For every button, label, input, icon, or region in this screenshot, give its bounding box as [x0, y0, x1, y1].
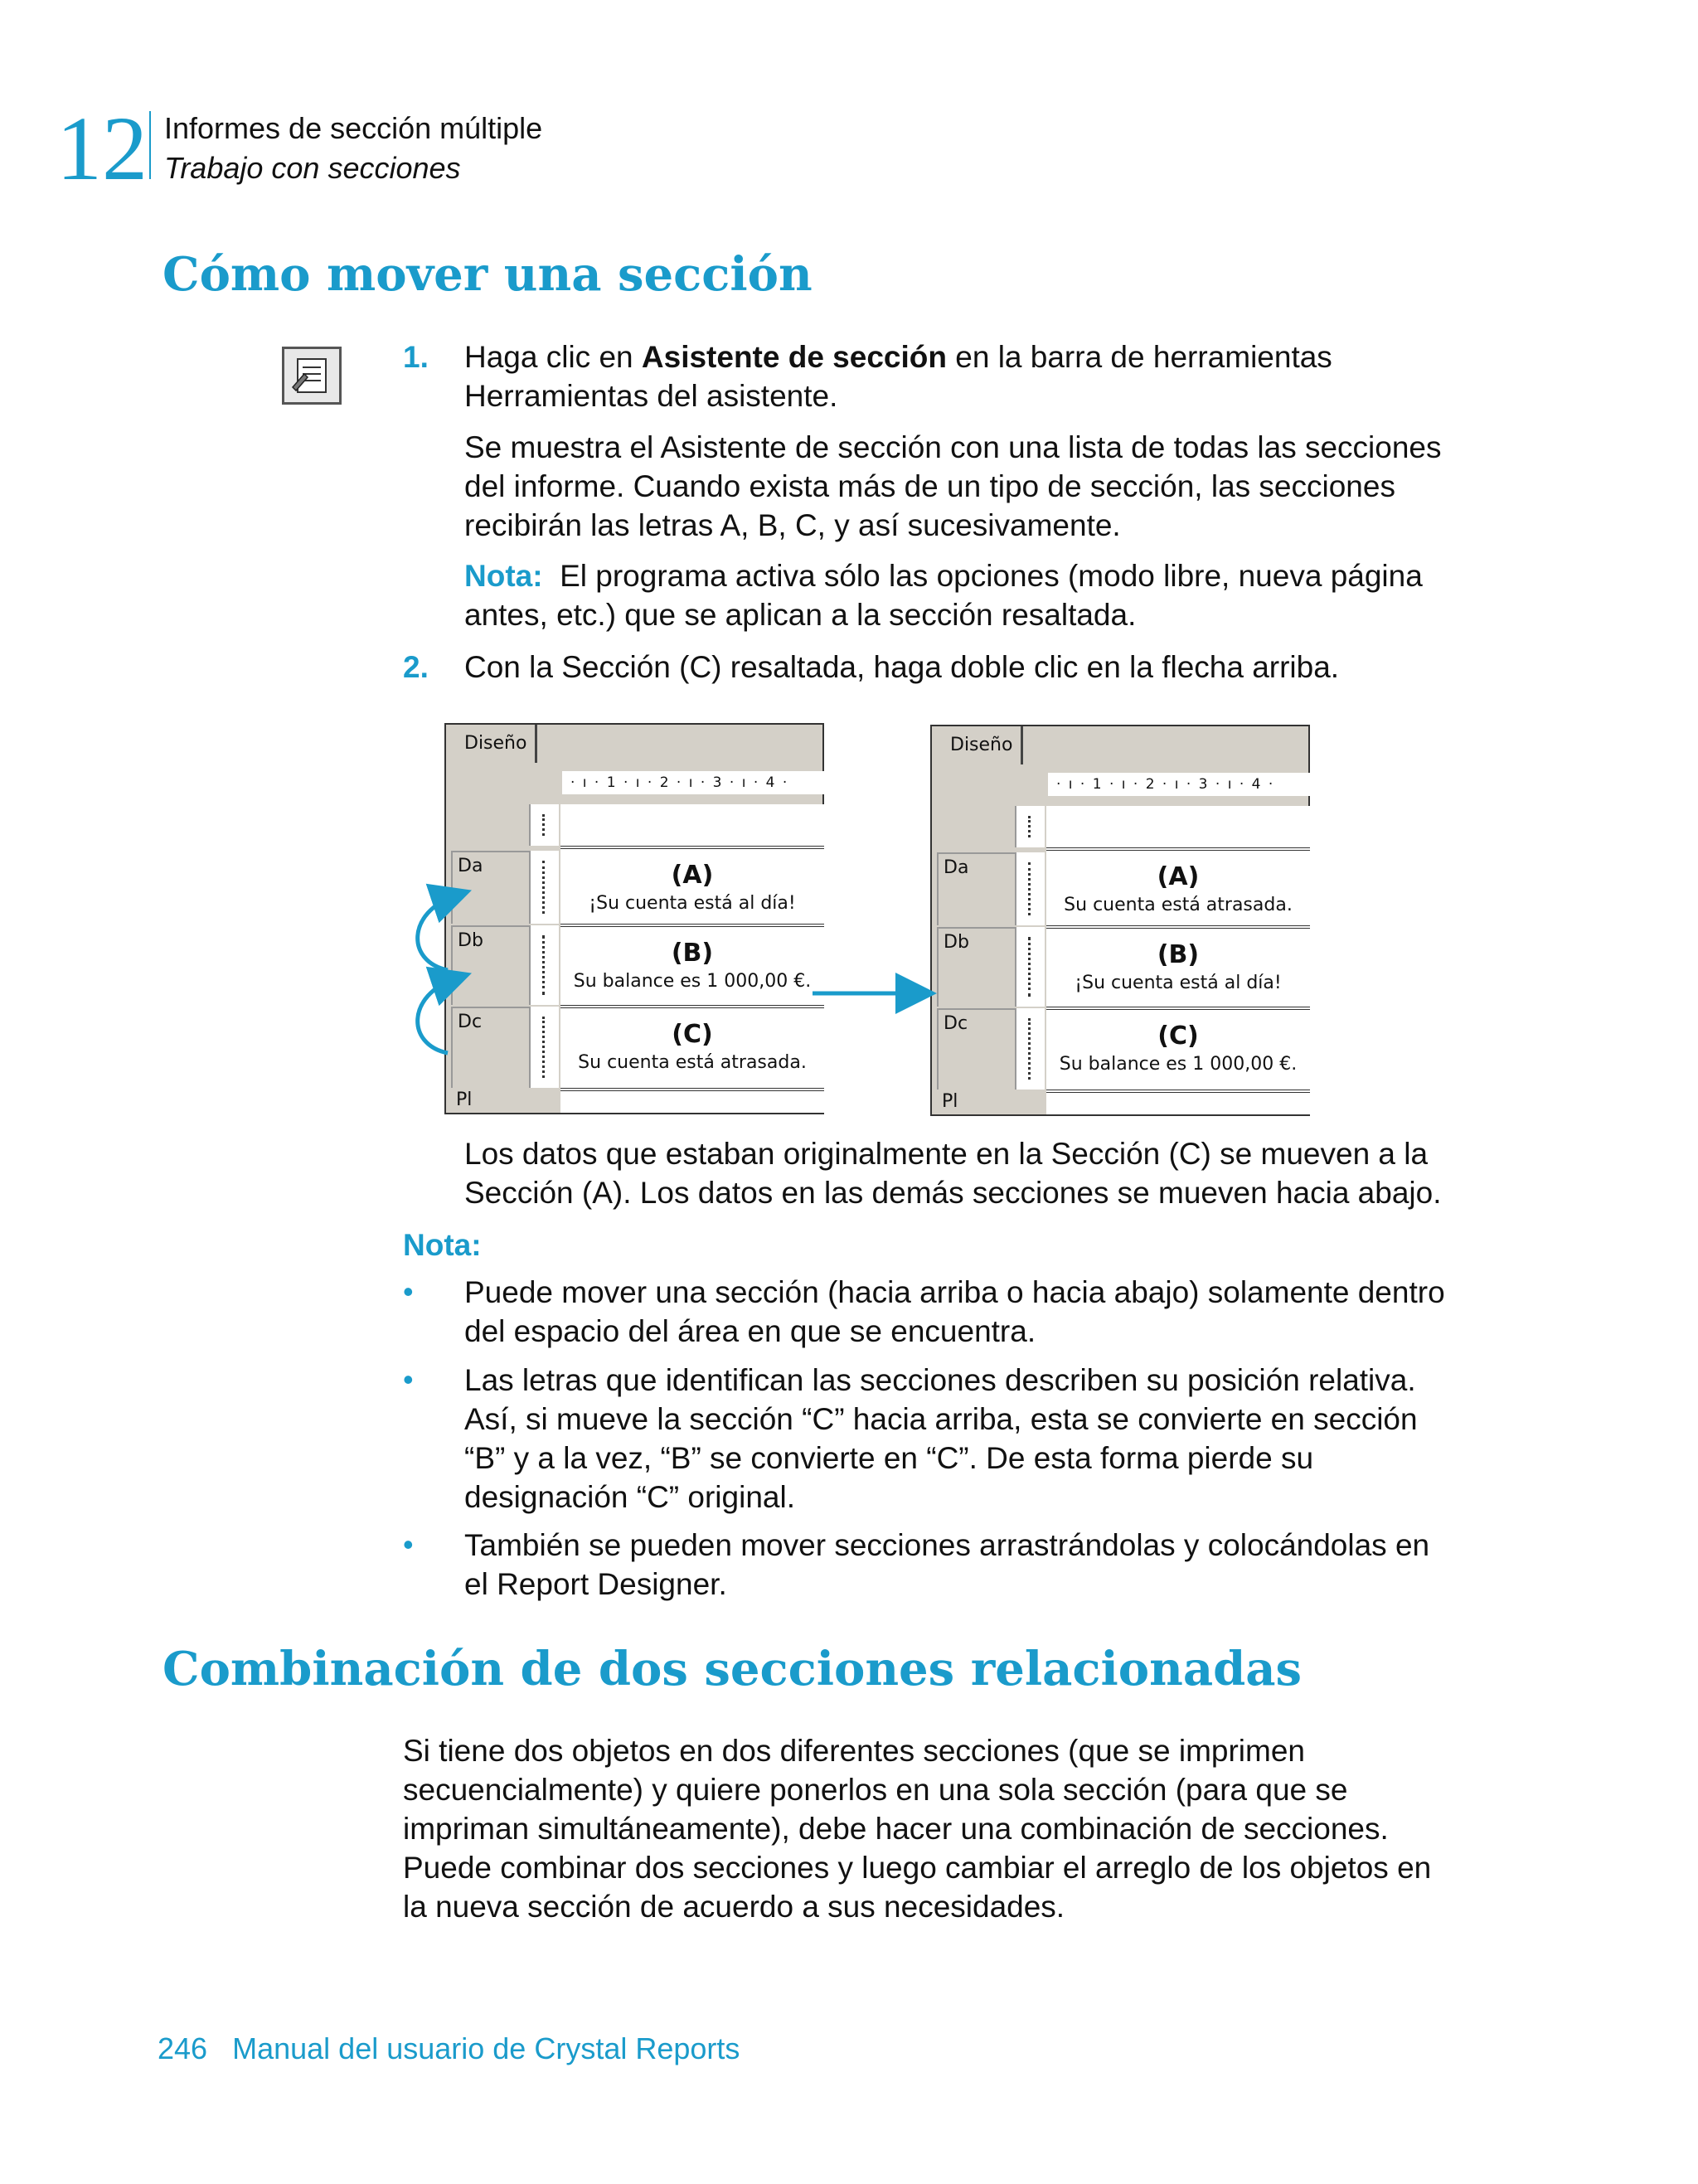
horizontal-ruler: · ı · 1 · ı · 2 · ı · 3 · ı · 4 · — [1048, 773, 1310, 796]
bullet-item: Puede mover una sección (hacia arriba o hacia abajo) solamente dentro del espacio del área en que se encuentra. — [464, 1275, 1445, 1348]
page-footer — [158, 2031, 740, 2066]
band-text: Su cuenta está atrasada. — [1064, 895, 1293, 915]
bullet-icon: • — [403, 1362, 414, 1396]
header-divider — [149, 111, 151, 179]
footer-band — [1046, 1090, 1310, 1114]
side-label-db: Db — [937, 927, 1023, 1007]
band-text: Su balance es 1 000,00 €. — [573, 971, 812, 992]
side-label-dc: Dc — [937, 1008, 1023, 1090]
design-tab: Diseño — [446, 725, 537, 763]
header-band — [560, 804, 824, 846]
bullet-icon: • — [403, 1274, 414, 1308]
paragraph-result: Los datos que estaban originalmente en la Sección (C) se mueven a la Sección (A). Los datos en las demás secciones se mueven hacia abajo. — [464, 1137, 1442, 1210]
design-panel-after — [930, 725, 1310, 1116]
bullet-icon: • — [403, 1527, 414, 1561]
step-1-text: Haga clic en Asistente de sección en la barra de herramientas Herramientas del asistente. — [464, 340, 1332, 413]
footer-band — [560, 1088, 824, 1113]
step-1-bold: Asistente de sección — [641, 340, 947, 374]
header-band — [1046, 806, 1310, 847]
footer-section-label: Pl — [456, 1090, 473, 1110]
note-label: Nota: — [403, 1228, 482, 1262]
chapter-subtitle: Trabajo con secciones — [164, 151, 461, 185]
side-label-db: Db — [451, 925, 537, 1005]
vertical-ruler — [1015, 1008, 1045, 1090]
band-label: (B) — [1157, 940, 1200, 969]
vertical-ruler — [529, 804, 559, 846]
band-text: Su balance es 1 000,00 €. — [1059, 1054, 1298, 1075]
curved-arrow-up-icon — [418, 895, 456, 970]
paragraph-section-expert: Se muestra el Asistente de sección con una lista de todas las secciones del informe. Cuando exista más de un tipo de sección, las secciones recibirán las letras A, B, C, y así sucesivamente. — [464, 430, 1442, 542]
band-text: Su cuenta está atrasada. — [578, 1052, 807, 1073]
bullet-item: También se pueden mover secciones arrastrándolas y colocándolas en el Report Designer. — [464, 1528, 1430, 1601]
horizontal-ruler: · ı · 1 · ı · 2 · ı · 3 · ı · 4 · — [562, 771, 824, 794]
curved-arrow-up-icon — [418, 978, 456, 1053]
footer-title: Manual del usuario de Crystal Reports — [232, 2031, 740, 2065]
step-number-2: 2. — [403, 650, 429, 684]
vertical-ruler — [1015, 927, 1045, 1007]
bullet-item: Las letras que identifican las secciones describen su posición relativa. Así, si mueve la sección “C” hacia arriba, esta se convierte en sección “B” y a la vez, “B” se convierte en “C”. De esta forma pierde su designación “C” original. — [464, 1363, 1418, 1514]
section-title-combine: Combinación de dos secciones relacionadas — [163, 1642, 1303, 1696]
note-label: Nota: — [464, 559, 543, 593]
band-label: (A) — [671, 861, 714, 890]
side-label-dc: Dc — [451, 1007, 537, 1088]
step-2-text: Con la Sección (C) resaltada, haga doble clic en la flecha arriba. — [464, 650, 1340, 684]
footer-section-label: Pl — [942, 1091, 958, 1112]
band-label: (C) — [1157, 1022, 1199, 1051]
section-expert-icon — [282, 347, 342, 405]
page-number: 246 — [158, 2031, 208, 2065]
section-title-move: Cómo mover una sección — [163, 247, 813, 302]
band-label: (A) — [1157, 862, 1200, 891]
note-options: Nota: El programa activa sólo las opciones (modo libre, nueva página antes, etc.) que se aplican a la sección resaltada. — [464, 559, 1423, 632]
band-label: (C) — [672, 1020, 713, 1049]
vertical-ruler — [1015, 806, 1045, 847]
chapter-number: 12 — [56, 98, 148, 199]
design-tab: Diseño — [932, 726, 1023, 764]
side-label-da: Da — [451, 851, 537, 924]
band-text: ¡Su cuenta está al día! — [1075, 973, 1282, 993]
side-label-da: Da — [937, 852, 1023, 925]
chapter-title: Informes de sección múltiple — [164, 111, 543, 145]
paragraph-combine: Si tiene dos objetos en dos diferentes secciones (que se imprimen secuencialmente) y quiere ponerlos en una sola sección (para que se impriman simultáneamente), debe hacer una combinación de secciones. Puede combinar dos secciones y luego cambiar el arreglo de los objetos en la nueva sección de acuerdo a sus necesidades. — [403, 1734, 1432, 1924]
vertical-ruler — [1015, 852, 1045, 925]
band-b — [1046, 925, 1310, 1007]
band-text: ¡Su cuenta está al día! — [589, 893, 796, 914]
band-a — [1046, 847, 1310, 925]
band-label: (B) — [671, 939, 714, 968]
step-number-1: 1. — [403, 340, 429, 374]
band-c — [1046, 1007, 1310, 1090]
move-arrows — [398, 871, 962, 1078]
